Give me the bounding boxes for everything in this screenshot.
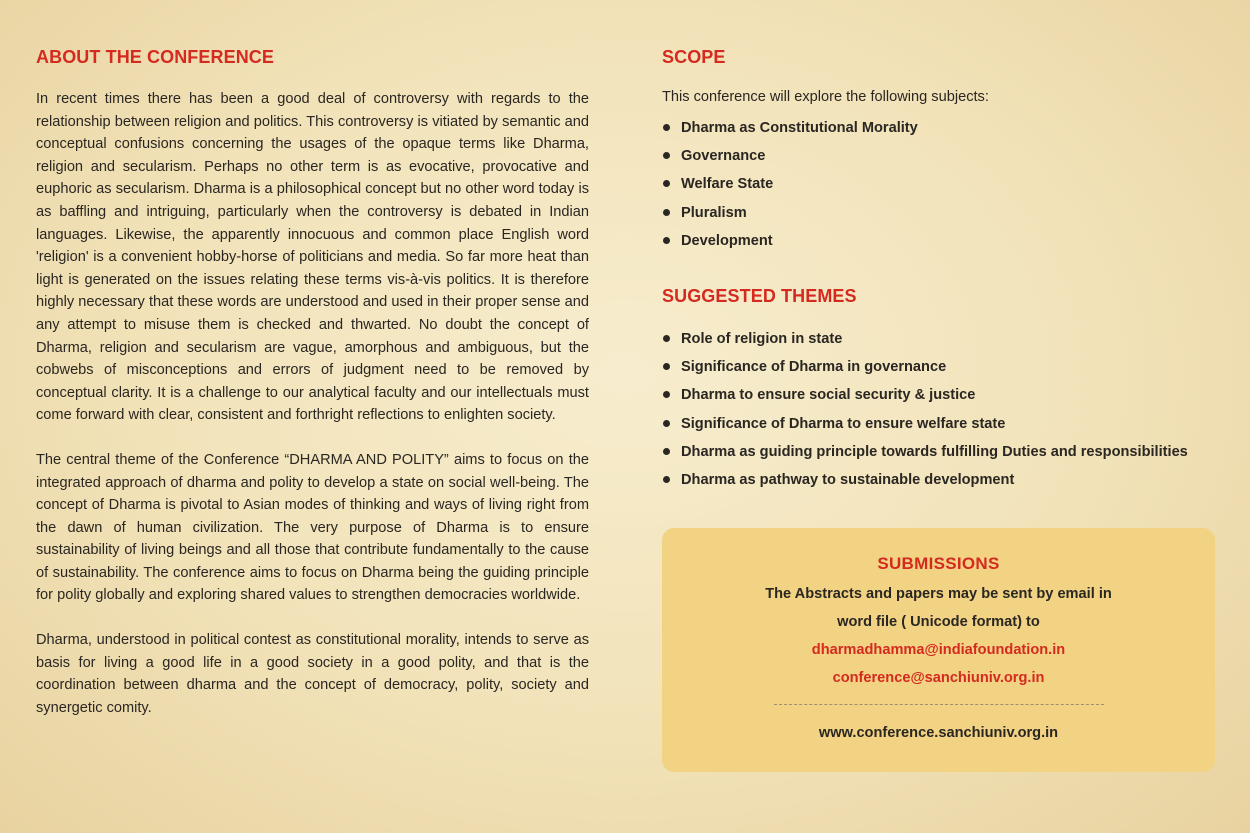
submissions-box — [662, 528, 1215, 772]
submissions-text-line-1: The Abstracts and papers may be sent by email in — [765, 586, 1112, 602]
about-section — [36, 88, 589, 741]
list-item: Dharma as guiding principle towards fulfilling Duties and responsibilities — [662, 442, 1188, 470]
bullet-icon — [663, 335, 670, 342]
bullet-icon — [663, 448, 670, 455]
themes-heading: SUGGESTED THEMES — [662, 286, 857, 306]
scope-heading: SCOPE — [662, 47, 726, 67]
list-item: Dharma as pathway to sustainable development — [662, 470, 1188, 498]
about-heading: ABOUT THE CONFERENCE — [36, 47, 275, 67]
list-item: Significance of Dharma in governance — [662, 357, 1188, 385]
bullet-icon — [663, 124, 670, 131]
email-link-conference[interactable]: conference@sanchiuniv.org.in — [832, 670, 1045, 686]
bullet-icon — [663, 363, 670, 370]
submissions-text-line-2: word file ( Unicode format) to — [837, 614, 1040, 630]
list-item: Role of religion in state — [662, 329, 1188, 357]
dashed-divider — [774, 704, 1104, 705]
about-paragraph-3: Dharma, understood in political contest as constitutional morality, intends to serve as basis for living a good life in a good society in a good polity, and that is the coordination between dharma and the concept of democracy, polity, society and synergetic comity. — [36, 632, 589, 716]
list-item: Governance — [662, 146, 918, 174]
scope-list — [662, 118, 918, 259]
website-link[interactable]: www.conference.sanchiuniv.org.in — [818, 725, 1059, 741]
list-item: Dharma to ensure social security & justice — [662, 385, 1188, 413]
bullet-icon — [663, 152, 670, 159]
list-item: Welfare State — [662, 174, 918, 202]
bullet-icon — [663, 391, 670, 398]
bullet-icon — [663, 180, 670, 187]
bullet-icon — [663, 237, 670, 244]
bullet-icon — [663, 476, 670, 483]
about-paragraph-1: In recent times there has been a good deal of controversy with regards to the relationship between religion and politics. This controversy is vitiated by semantic and conceptual confusions concerning the usages of the opaque terms like Dharma, religion and secularism. Perhaps no other term is as evocative, provocative and euphoric as secularism. Dharma is a philosophical concept but no other word today is as baffling and intriguing, particularly when the controversy is debated in Indian languages. Likewise, the apparently innocuous and common place English word 'religion' is a convenient hobby-horse of politicians and media. So far more heat than light is generated on the issues relating these terms vis-à-vis politics. It is therefore highly necessary that these words are understood and used in their proper sense and any attempt to misuse them is checked and thwarted. No doubt the concept of Dharma, religion and secularism are vague, amorphous and ambiguous, but the cobwebs of misconceptions and errors of judgment need to be removed by conceptual clarity. It is a challenge to our analytical faculty and our intellectuals must come forward with clear, consistent and forthright reflections to enlighten society. — [36, 91, 589, 424]
submissions-heading: SUBMISSIONS — [877, 554, 1000, 573]
bullet-icon — [663, 209, 670, 216]
list-item: Pluralism — [662, 203, 918, 231]
email-link-dharmadhamma[interactable]: dharmadhamma@indiafoundation.in — [811, 642, 1066, 658]
list-item: Dharma as Constitutional Morality — [662, 118, 918, 146]
list-item: Significance of Dharma to ensure welfare state — [662, 414, 1188, 442]
list-item: Development — [662, 231, 918, 259]
themes-list — [662, 329, 1188, 498]
bullet-icon — [663, 420, 670, 427]
scope-intro: This conference will explore the following subjects: — [662, 89, 989, 105]
about-paragraph-2: The central theme of the Conference “DHARMA AND POLITY” aims to focus on the integrated approach of dharma and polity to develop a state on social well-being. The concept of Dharma is pivotal to Asian modes of thinking and ways of living right from the dawn of human civilization. The very purpose of Dharma is to ensure sustainability of living beings and all those that contribute fundamentally to the cause of sustainability. The conference aims to focus on Dharma being the guiding principle for polity globally and exploring shared values to strengthen democracies worldwide. — [36, 451, 589, 604]
